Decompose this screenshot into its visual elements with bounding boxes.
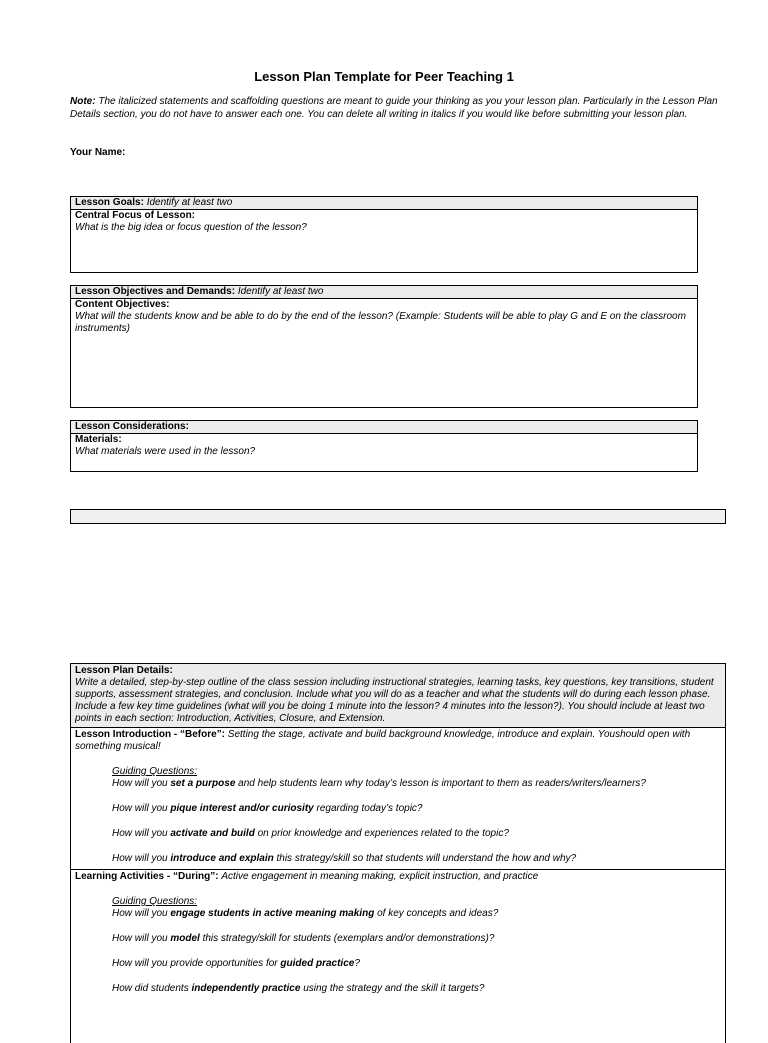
- guiding-question: How will you model this strategy/skill for students (exemplars and/or demonstrations)?: [112, 933, 495, 944]
- lesson-considerations-box[interactable]: [70, 420, 698, 472]
- your-name-label: Your Name:: [70, 147, 126, 158]
- lesson-considerations-header: [71, 421, 697, 434]
- activities-guiding-label: Guiding Questions:: [112, 896, 198, 907]
- guiding-question: How will you provide opportunities for guided practice?: [112, 958, 360, 969]
- lesson-goals-hint: Identify at least two: [146, 197, 233, 208]
- lesson-plan-details-table: [70, 663, 726, 1043]
- lesson-goals-box[interactable]: [70, 196, 698, 273]
- lesson-considerations-label: Lesson Considerations:: [75, 421, 189, 432]
- content-objectives-hint: What will the students know and be able to do by the end of the lesson? (Example: Students will be able to play G and E on the classroom instruments): [75, 311, 686, 334]
- guiding-question: How will you pique interest and/or curiosity regarding today’s topic?: [112, 803, 423, 814]
- note-label: Note:: [70, 96, 96, 107]
- note-text: The italicized statements and scaffolding questions are meant to guide your thinking as you your lesson plan. Particularly in the Lesson Plan Details section, you do not have to answer each one. You can delete all writing in italics if you would like before submitting your lesson plan.: [70, 96, 718, 120]
- guiding-question: How will you introduce and explain this strategy/skill so that students will understand the how and why?: [112, 853, 577, 864]
- guiding-question: How will you engage students in active meaning making of key concepts and ideas?: [112, 908, 499, 919]
- materials-label: Materials:: [75, 434, 122, 445]
- document-title: Lesson Plan Template for Peer Teaching 1: [254, 69, 514, 84]
- introduction-guiding-label: Guiding Questions:: [112, 766, 198, 777]
- lesson-goals-label: Lesson Goals:: [75, 197, 144, 208]
- guiding-question: How will you activate and build on prior knowledge and experiences related to the topic?: [112, 828, 509, 839]
- content-objectives-label: Content Objectives:: [75, 299, 170, 310]
- empty-table-row[interactable]: [70, 509, 726, 524]
- lesson-objectives-label: Lesson Objectives and Demands:: [75, 286, 236, 297]
- lesson-introduction-section[interactable]: [71, 728, 725, 870]
- introduction-text: Setting the stage, activate and build background knowledge, introduce and explain. Youshould open with something musical!: [75, 729, 691, 752]
- note-paragraph: [70, 96, 720, 121]
- materials-hint: What materials were used in the lesson?: [75, 446, 256, 457]
- lesson-goals-header: [71, 197, 697, 210]
- guiding-question: How will you set a purpose and help students learn why today’s lesson is important to them as readers/writers/learners?: [112, 778, 646, 789]
- central-focus-hint: What is the big idea or focus question of the lesson?: [75, 222, 307, 233]
- central-focus-label: Central Focus of Lesson:: [75, 210, 196, 221]
- activities-text: Active engagement in meaning making, explicit instruction, and practice: [221, 871, 539, 882]
- lesson-plan-details-section[interactable]: [71, 664, 725, 728]
- introduction-label: Lesson Introduction - “Before”:: [75, 729, 225, 740]
- lesson-plan-details-label: Lesson Plan Details:: [75, 665, 173, 676]
- activities-label: Learning Activities - “During”:: [75, 871, 219, 882]
- guiding-question: How did students independently practice using the strategy and the skill it targets?: [112, 983, 485, 994]
- lesson-objectives-hint: Identify at least two: [237, 286, 324, 297]
- lesson-objectives-header: [71, 286, 697, 299]
- lesson-objectives-box[interactable]: [70, 285, 698, 408]
- learning-activities-section[interactable]: [71, 870, 725, 999]
- lesson-plan-details-text: Write a detailed, step-by-step outline of the class session including instructional strategies, learning tasks, key questions, key transitions, student supports, assessment strategies, and conclusion. Include what you will do as a teacher and what the students will do during each lesson phase. Include a few key time guidelines (what will you be doing 1 minute into the lesson? 4 minutes into the lesson?). You should include at least two points in each section: Introduction, Activities, Closure, and Extension.: [75, 677, 714, 724]
